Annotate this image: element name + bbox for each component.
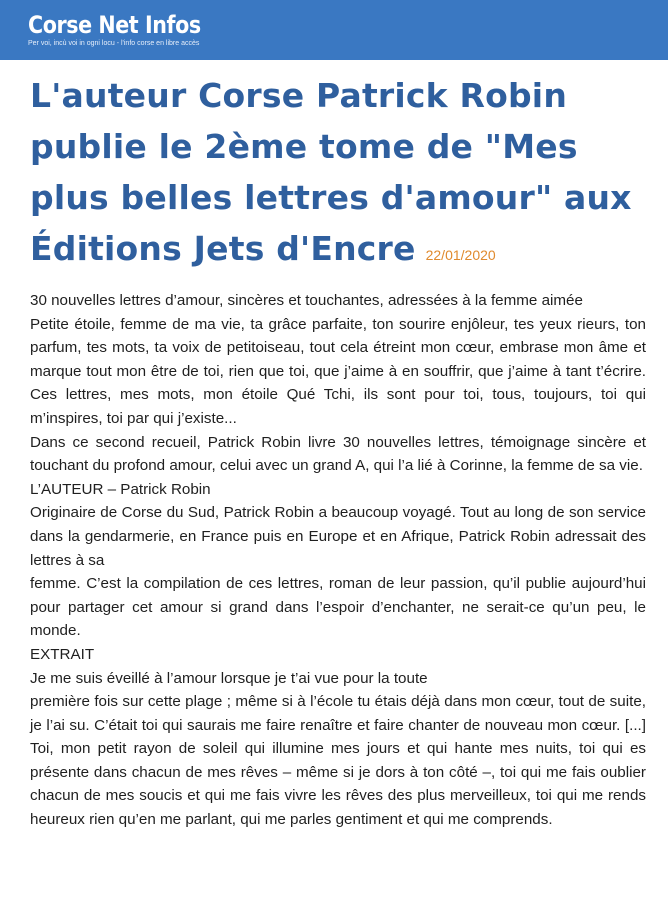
article-paragraph: Petite étoile, femme de ma vie, ta grâce parfaite, ton sourire enjôleur, tes yeux rieurs, ton parfum, tes mots, ta voix de petitoiseau, tout cela étreint mon cœur, embrase mon âme et marque tout mon être de toi, rien que toi, que j’aime à en souffrir, que j’aime à tant t’écrire. Ces lettres, mes mots, mon étoile Qué Tchi, ils sont pour toi, tous, toujours, toi qui m’inspires, toi par qui j’existe... <box>30 315 646 427</box>
site-header <box>0 0 668 60</box>
section-heading-author: L’AUTEUR – Patrick Robin <box>30 480 211 498</box>
article <box>0 60 668 832</box>
site-logo[interactable] <box>28 12 229 48</box>
article-paragraph: femme. C’est la compilation de ces lettres, roman de leur passion, qu’il publie aujourd’hui pour partager cet amour si grand dans l’espoir d’enchanter, ne serait-ce qu’un peu, le monde. <box>30 575 646 640</box>
article-body <box>30 289 652 832</box>
article-paragraph: Dans ce second recueil, Patrick Robin livre 30 nouvelles lettres, témoignage sincère et touchant du profond amour, celui avec un grand A, qui l’a lié à Corinne, la femme de sa vie. <box>30 433 646 475</box>
article-paragraph: Originaire de Corse du Sud, Patrick Robin a beaucoup voyagé. Tout au long de son service dans la gendarmerie, en France puis en Europe et en Afrique, Patrick Robin adressait des lettres à sa <box>30 504 646 569</box>
article-title-text: L'auteur Corse Patrick Robin publie le 2ème tome de "Mes plus belles lettres d'amour" aux Éditions Jets d'Encre <box>30 76 632 268</box>
article-title <box>30 70 652 281</box>
section-heading-extract: EXTRAIT <box>30 645 95 663</box>
site-tagline: Per voi, incù voi in ogni locu - l'info corse en libre accès <box>28 40 200 47</box>
article-lead: 30 nouvelles lettres d’amour, sincères et touchantes, adressées à la femme aimée <box>30 292 583 309</box>
article-paragraph: Je me suis éveillé à l’amour lorsque je t’ai vue pour la toute <box>30 669 428 687</box>
article-paragraph: première fois sur cette plage ; même si à l’école tu étais déjà dans mon cœur, tout de suite, je l’ai su. C’était toi qui saurais me faire renaître et faire chanter de nouveau mon cœur. [...] Toi, mon petit rayon de soleil qui illumine mes jours et qui hante mes nuits, toi qui es présente dans chacun de mes rêves – même si je dors à ton côté –, toi qui me fais oublier chacun de mes soucis et qui me fais vivre les rêves des plus merveilleux, toi qui me rends heureux rien qu’en me parlant, qui me parles gentiment et qui me comprends. <box>30 693 646 829</box>
article-date: 22/01/2020 <box>425 247 496 263</box>
site-name[interactable]: Corse Net Infos <box>28 11 201 39</box>
